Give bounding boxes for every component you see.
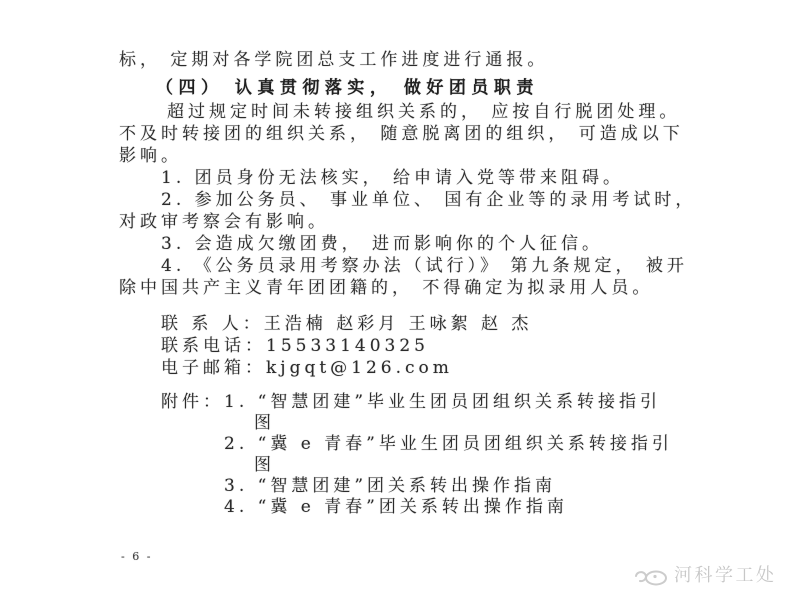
paragraph-line-3: 影响。 bbox=[119, 146, 182, 166]
list-item-2-line-1: 2. 参加公务员、 事业单位、 国有企业等的录用考试时， bbox=[161, 190, 697, 210]
page-number: - 6 - bbox=[121, 550, 153, 563]
intro-line: 标， 定期对各学院团总支工作进度进行通报。 bbox=[119, 50, 549, 70]
attachment-2-line-1: 2. “冀 e 青春”毕业生团员团组织关系转接指引 bbox=[224, 434, 673, 454]
paragraph-line-1: 超过规定时间未转接组织关系的， 应按自行脱团处理。 bbox=[167, 102, 681, 122]
list-item-2-line-2: 对政审考察会有影响。 bbox=[119, 212, 329, 232]
watermark-text: 河科学工处 bbox=[674, 565, 777, 586]
watermark bbox=[633, 564, 777, 588]
list-item-4-line-1: 4. 《公务员录用考察办法（试行）》 第九条规定， 被开 bbox=[161, 256, 688, 276]
paragraph-line-2: 不及时转接团的组织关系， 随意脱离团的组织， 可造成以下 bbox=[119, 124, 684, 144]
attachment-list bbox=[224, 392, 673, 518]
attachment-2-line-2: 图 bbox=[254, 455, 275, 475]
attachment-4: 4. “冀 e 青春”团关系转出操作指南 bbox=[224, 497, 568, 517]
document-body bbox=[119, 49, 697, 518]
list-item-4-line-2: 除中国共产主义青年团团籍的， 不得确定为拟录用人员。 bbox=[119, 278, 654, 298]
list-item-3: 3. 会造成欠缴团费， 进而影响你的个人征信。 bbox=[161, 234, 604, 254]
section-heading: （四） 认真贯彻落实， 做好团员职责 bbox=[156, 78, 539, 98]
contact-person-line: 联 系 人：王浩楠 赵彩月 王咏絮 赵 杰 bbox=[161, 314, 533, 334]
list-item-1: 1. 团员身份无法核实， 给申请入党等带来阻碍。 bbox=[161, 168, 625, 188]
attachment-1-line-2: 图 bbox=[254, 413, 275, 433]
contact-block bbox=[161, 313, 689, 379]
attachment-block bbox=[161, 392, 689, 518]
attachment-3: 3. “智慧团建”团关系转出操作指南 bbox=[224, 476, 557, 496]
contact-email-line: 电子邮箱：kjgqt@126.com bbox=[161, 358, 453, 378]
contact-phone-line: 联系电话：15533140325 bbox=[161, 336, 429, 356]
attachment-label: 附件： bbox=[161, 392, 224, 412]
watermark-logo-icon bbox=[633, 566, 669, 586]
attachment-1-line-1: 1. “智慧团建”毕业生团员团组织关系转接指引 bbox=[224, 392, 662, 412]
